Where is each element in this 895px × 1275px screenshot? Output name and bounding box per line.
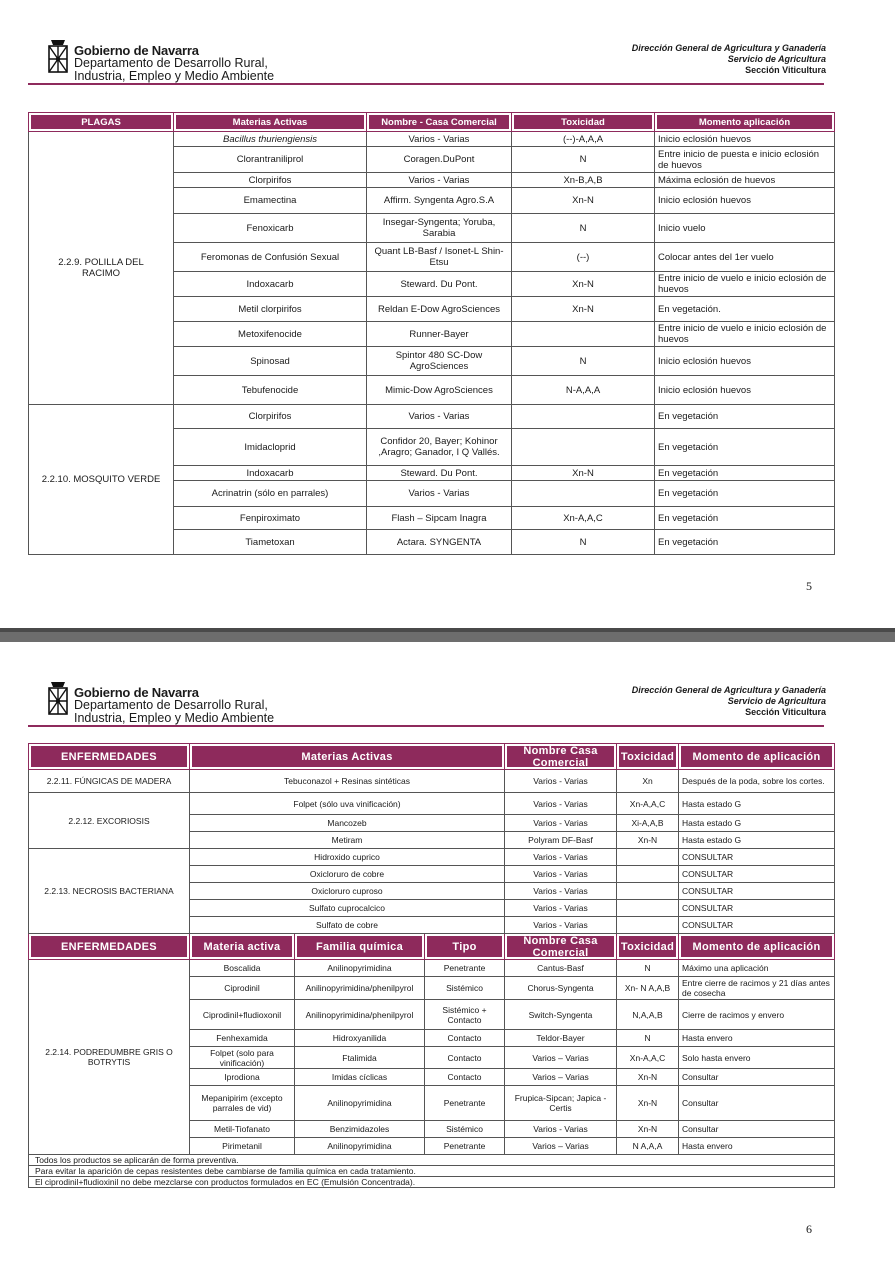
toxicity [617,917,679,934]
application-moment: Consultar [679,1121,835,1138]
enfermedades-table [28,743,835,1188]
type: Sistémico [425,1121,505,1138]
active-ingredient: Boscalida [190,960,295,977]
brand: Polyram DF-Basf [505,832,617,849]
toxicity: Xn-N [617,1069,679,1086]
toxicity: N,A,A,B [617,1000,679,1030]
application-moment: CONSULTAR [679,900,835,917]
active-ingredient: Clorpirifos [174,173,367,188]
toxicity: Xi-A,A,B [617,815,679,832]
brand: Varios - Varias [505,883,617,900]
brand: Steward. Du Pont. [367,272,512,297]
application-moment: Entre inicio de puesta e inicio eclosión de huevos [655,147,835,173]
column-header: Momento de aplicación [679,744,835,770]
brand: Varios - Varias [505,1121,617,1138]
application-moment: Hasta estado G [679,793,835,815]
active-ingredient: Hidroxido cuprico [190,849,505,866]
active-ingredient: Tebufenocide [174,376,367,405]
brand: Varios - Varias [505,793,617,815]
pest-name: 2.2.10. MOSQUITO VERDE [29,405,174,555]
department-name: Departamento de Desarrollo Rural, Industria, Empleo y Medio Ambiente [74,56,275,83]
column-header: Materia activa [190,934,295,960]
brand: Reldan E-Dow AgroSciences [367,297,512,322]
table-header-row [29,744,835,770]
active-ingredient: Imidacloprid [174,429,367,466]
active-ingredient: Tebuconazol + Resinas sintéticas [190,770,505,793]
brand: Flash – Sipcam Inagra [367,507,512,530]
active-ingredient: Fenhexamida [190,1030,295,1047]
toxicity: N [617,1030,679,1047]
column-header: Toxicidad [512,113,655,132]
toxicity: N-A,A,A [512,376,655,405]
note: Todos los productos se aplicarán de forma preventiva. [29,1155,835,1166]
brand: Varios - Varias [367,132,512,147]
type: Contacto [425,1047,505,1069]
application-moment: Hasta envero [679,1138,835,1155]
toxicity [617,866,679,883]
page-1 [0,0,895,628]
brand: Varios - Varias [505,900,617,917]
active-ingredient: Spinosad [174,347,367,376]
active-ingredient: Fenpiroximato [174,507,367,530]
brand: Spintor 480 SC-Dow AgroSciences [367,347,512,376]
active-ingredient: Clorantraniliprol [174,147,367,173]
application-moment: Solo hasta envero [679,1047,835,1069]
brand: Insegar-Syngenta; Yoruba, Sarabia [367,214,512,243]
application-moment: En vegetación [655,507,835,530]
brand: Teldor-Bayer [505,1030,617,1047]
brand: Affirm. Syngenta Agro.S.A [367,188,512,214]
direction-label: Dirección General de Agricultura y Ganadería [631,43,826,53]
brand: Varios - Varias [505,917,617,934]
toxicity: (--)-A,A,A [512,132,655,147]
application-moment: CONSULTAR [679,883,835,900]
application-moment: Máxima eclosión de huevos [655,173,835,188]
chemical-family: Anilinopyrimidina [295,1086,425,1121]
application-moment: Consultar [679,1069,835,1086]
active-ingredient: Metiram [190,832,505,849]
application-moment: Inicio eclosión huevos [655,188,835,214]
column-header: Tipo [425,934,505,960]
chemical-family: Anilinopyrimidina [295,960,425,977]
column-header: Toxicidad [617,744,679,770]
page-number: 6 [806,1222,812,1236]
type: Penetrante [425,1086,505,1121]
toxicity [617,900,679,917]
column-header: Nombre - Casa Comercial [367,113,512,132]
active-ingredient: Metil-Tiofanato [190,1121,295,1138]
table-row [29,849,835,866]
active-ingredient: Folpet (sólo uva vinificación) [190,793,505,815]
chemical-family: Anilinopyrimidina/phenilpyrol [295,1000,425,1030]
header-right [632,43,826,76]
page-number: 5 [806,579,812,593]
application-moment: En vegetación [655,481,835,507]
org-name: Gobierno de Navarra [74,685,199,700]
brand: Cantus-Basf [505,960,617,977]
toxicity: Xn-A,A,C [617,793,679,815]
disease-name: 2.2.13. NECROSIS BACTERIANA [29,849,190,934]
active-ingredient: Fenoxicarb [174,214,367,243]
toxicity [617,883,679,900]
section-label: Sección Viticultura [745,65,826,75]
header-right [632,685,826,718]
toxicity: Xn-A,A,C [617,1047,679,1069]
application-moment: Inicio eclosión huevos [655,347,835,376]
active-ingredient: Acrinatrin (sólo en parrales) [174,481,367,507]
org-name: Gobierno de Navarra [74,43,199,58]
page-separator [0,628,895,642]
type: Sistémico [425,977,505,1000]
brand: Varios – Varias [505,1069,617,1086]
active-ingredient: Sulfato de cobre [190,917,505,934]
brand: Varios – Varias [505,1047,617,1069]
header-rule [28,83,824,85]
chemical-family: Hidroxyanilida [295,1030,425,1047]
gobierno-navarra-logo [46,38,326,86]
application-moment: Cierre de racimos y envero [679,1000,835,1030]
column-header: Nombre Casa Comercial [505,934,617,960]
brand: Actara. SYNGENTA [367,530,512,555]
table-header-row [29,934,835,960]
table-header-row [29,113,835,132]
toxicity [512,429,655,466]
brand: Switch-Syngenta [505,1000,617,1030]
pest-name: 2.2.9. POLILLA DEL RACIMO [29,132,174,405]
column-header: Materias Activas [174,113,367,132]
toxicity: N [512,147,655,173]
application-moment: Colocar antes del 1er vuelo [655,243,835,272]
brand: Varios – Varias [505,1138,617,1155]
application-moment: Inicio eclosión huevos [655,132,835,147]
brand: Confidor 20, Bayer; Kohinor ,Aragro; Ganador, I Q Vallés. [367,429,512,466]
note-row [29,1155,835,1166]
application-moment: En vegetación [655,405,835,429]
disease-name: 2.2.12. EXCORIOSIS [29,793,190,849]
brand: Frupica-Sipcan; Japica -Certis [505,1086,617,1121]
active-ingredient: Folpet (solo para vinificación) [190,1047,295,1069]
column-header: Momento aplicación [655,113,835,132]
toxicity: Xn-A,A,C [512,507,655,530]
section-label: Sección Viticultura [745,707,826,717]
application-moment: Hasta estado G [679,832,835,849]
active-ingredient: Bacillus thuriengiensis [174,132,367,147]
toxicity: Xn-B,A,B [512,173,655,188]
toxicity [512,481,655,507]
active-ingredient: Oxicloruro cuproso [190,883,505,900]
service-label: Servicio de Agricultura [727,696,826,706]
application-moment: CONSULTAR [679,917,835,934]
brand: Quant LB-Basf / Isonet-L Shin-Etsu [367,243,512,272]
column-header: Materias Activas [190,744,505,770]
note-row [29,1166,835,1177]
application-moment: En vegetación [655,466,835,481]
table-row [29,793,835,815]
toxicity [617,849,679,866]
toxicity: Xn-N [617,1121,679,1138]
application-moment: Hasta envero [679,1030,835,1047]
application-moment: Inicio vuelo [655,214,835,243]
toxicity: (--) [512,243,655,272]
type: Contacto [425,1069,505,1086]
active-ingredient: Metoxifenocide [174,322,367,347]
note-row [29,1177,835,1188]
toxicity: N [512,530,655,555]
column-header: ENFERMEDADES [29,934,190,960]
toxicity: Xn-N [512,297,655,322]
toxicity: N [617,960,679,977]
toxicity: Xn-N [617,832,679,849]
toxicity: Xn-N [512,188,655,214]
service-label: Servicio de Agricultura [727,54,826,64]
toxicity: Xn-N [617,1086,679,1121]
toxicity: N [512,214,655,243]
application-moment: En vegetación. [655,297,835,322]
chemical-family: Anilinopyrimidina/phenilpyrol [295,977,425,1000]
active-ingredient: Emamectina [174,188,367,214]
coat-of-arms-icon [46,680,70,720]
chemical-family: Anilinopyrimidina [295,1138,425,1155]
toxicity: Xn-N [512,272,655,297]
header-rule [28,725,824,727]
application-moment: CONSULTAR [679,866,835,883]
table-row [29,132,835,147]
gobierno-navarra-logo [46,680,326,728]
active-ingredient: Sulfato cuprocalcico [190,900,505,917]
brand: Varios - Varias [505,866,617,883]
brand: Varios - Varias [367,173,512,188]
application-moment: Entre inicio de vuelo e inicio eclosión de huevos [655,272,835,297]
toxicity [512,405,655,429]
application-moment: CONSULTAR [679,849,835,866]
application-moment: Máximo una aplicación [679,960,835,977]
application-moment: En vegetación [655,429,835,466]
application-moment: Hasta estado G [679,815,835,832]
table-row [29,770,835,793]
active-ingredient: Oxicloruro de cobre [190,866,505,883]
note: El ciprodinil+fludioxinil no debe mezclarse con productos formulados en EC (Emulsión Concentrada). [29,1177,835,1188]
brand: Steward. Du Pont. [367,466,512,481]
application-moment: En vegetación [655,530,835,555]
active-ingredient: Feromonas de Confusión Sexual [174,243,367,272]
brand: Varios - Varias [367,405,512,429]
brand: Runner-Bayer [367,322,512,347]
column-header: Nombre Casa Comercial [505,744,617,770]
active-ingredient: Indoxacarb [174,272,367,297]
type: Penetrante [425,960,505,977]
chemical-family: Ftalimida [295,1047,425,1069]
column-header: Familia química [295,934,425,960]
active-ingredient: Mancozeb [190,815,505,832]
column-header: PLAGAS [29,113,174,132]
plagas-table [28,112,835,555]
toxicity [512,322,655,347]
department-name: Departamento de Desarrollo Rural, Industria, Empleo y Medio Ambiente [74,698,275,725]
brand: Chorus-Syngenta [505,977,617,1000]
toxicity: Xn [617,770,679,793]
brand: Mimic-Dow AgroSciences [367,376,512,405]
active-ingredient: Iprodiona [190,1069,295,1086]
note: Para evitar la aparición de cepas resistentes debe cambiarse de familia química en cada tratamiento. [29,1166,835,1177]
application-moment: Después de la poda, sobre los cortes. [679,770,835,793]
toxicity: Xn-N [512,466,655,481]
active-ingredient: Mepanipirim (excepto parrales de vid) [190,1086,295,1121]
table-row [29,960,835,977]
brand: Coragen.DuPont [367,147,512,173]
application-moment: Entre inicio de vuelo e inicio eclosión de huevos [655,322,835,347]
chemical-family: Imidas cíclicas [295,1069,425,1086]
active-ingredient: Pirimetanil [190,1138,295,1155]
toxicity: N [512,347,655,376]
type: Contacto [425,1030,505,1047]
active-ingredient: Metil clorpirifos [174,297,367,322]
table-row [29,405,835,429]
brand: Varios - Varias [505,815,617,832]
type: Sistémico + Contacto [425,1000,505,1030]
brand: Varios - Varias [505,849,617,866]
application-moment: Entre cierre de racimos y 21 días antes de cosecha [679,977,835,1000]
type: Penetrante [425,1138,505,1155]
column-header: ENFERMEDADES [29,744,190,770]
brand: Varios - Varias [367,481,512,507]
toxicity: N A,A,A [617,1138,679,1155]
active-ingredient: Indoxacarb [174,466,367,481]
active-ingredient: Ciprodinil [190,977,295,1000]
brand: Varios - Varias [505,770,617,793]
active-ingredient: Ciprodinil+fludioxonil [190,1000,295,1030]
toxicity: Xn- N A,A,B [617,977,679,1000]
disease-name: 2.2.11. FÚNGICAS DE MADERA [29,770,190,793]
column-header: Toxicidad [617,934,679,960]
direction-label: Dirección General de Agricultura y Ganadería [631,685,826,695]
chemical-family: Benzimidazoles [295,1121,425,1138]
coat-of-arms-icon [46,38,70,78]
active-ingredient: Tiametoxan [174,530,367,555]
application-moment: Inicio eclosión huevos [655,376,835,405]
disease-name: 2.2.14. PODREDUMBRE GRIS O BOTRYTIS [29,960,190,1155]
active-ingredient: Clorpirifos [174,405,367,429]
application-moment: Consultar [679,1086,835,1121]
column-header: Momento de aplicación [679,934,835,960]
